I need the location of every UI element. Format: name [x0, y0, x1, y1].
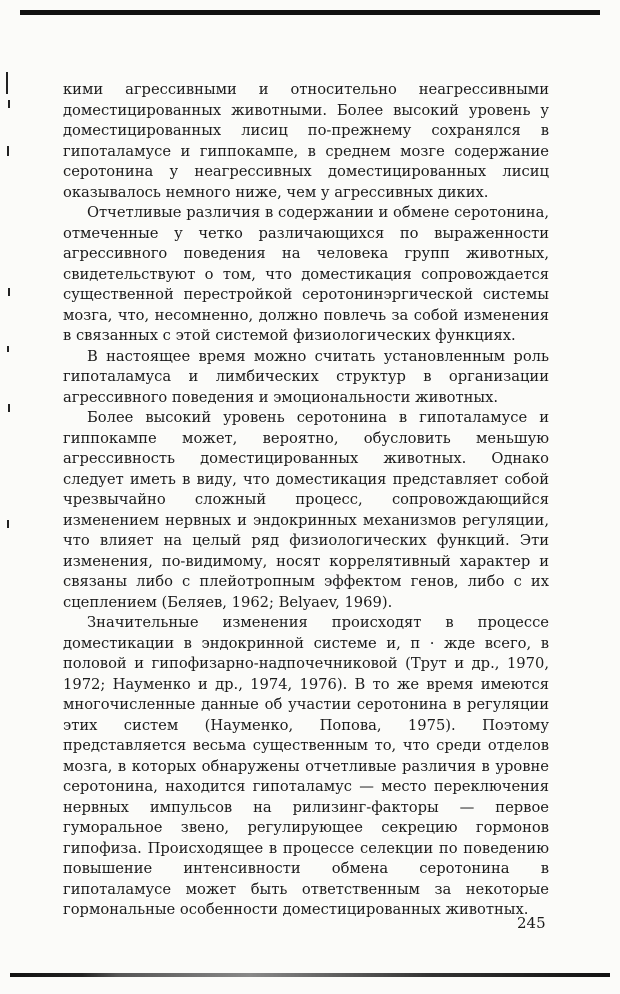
margin-mark	[8, 404, 10, 412]
body-text	[63, 80, 549, 921]
margin-mark	[6, 72, 8, 94]
margin-mark	[7, 146, 9, 156]
paragraph: Отчетливые различия в содержании и обмене серотонина, отмеченные у четко различающихся по выраженности агрессивного поведения на человека групп животных, свидетельствуют о том, что доместикация сопровождается существенной перестройкой серотонинэргической системы мозга, что, несомненно, должно повлечь за собой изменения в связанных с этой системой физиологических функциях.	[63, 204, 549, 344]
paragraph: Более высокий уровень серотонина в гипоталамусе и гиппокампе может, вероятно, обусловить меньшую агрессивность доместицированных животных. Однако следует иметь в виду, что доместикация представляет собой чрезвычайно сложный процесс, сопровождающийся изменением нервных и эндокринных механизмов регуляции, что влияет на целый ряд физиологических функций. Эти изменения, по-видимому, носят коррелятивный характер и связаны либо с плейотропным эффектом генов, либо с их сцеплением (Беляев, 1962; Belyaev, 1969).	[63, 409, 549, 611]
page-number: 245	[517, 914, 546, 932]
paragraph: В настоящее время можно считать установленным роль гипоталамуса и лимбических структур в организации агрессивного поведения и эмоциональности животных.	[63, 347, 549, 406]
paragraph: Значительные изменения происходят в процессе доместикации в эндокринной системе и, п · жде всего, в половой и гипофизарно-надпочечниковой (Трут и др., 1970, 1972; Науменко и др., 1974, 1976). В то же время имеются многочисленные данные об участии серотонина в регуляции этих систем (Науменко, Попова, 1975). Поэтому представляется весьма существенным то, что среди отделов мозга, в которых обнаружены отчетливые различия в уровне серотонина, находится гипоталамус — место переключения нервных импульсов на рилизинг-факторы — первое гуморальное звено, регулирующее секрецию гормонов гипофиза. Происходящее в процессе селекции по поведению повышение интенсивности обмена серотонина в гипоталамусе может быть ответственным за некоторые гормональные особенности доместицированных животных.	[63, 614, 549, 918]
margin-mark	[7, 346, 9, 352]
paragraph: кими агрессивными и относительно неагрессивными доместицированных животными. Более высокий уровень у доместицированных лисиц по-прежнему сохранялся в гипоталамусе и гиппокампе, в среднем мозге содержание серотонина у неагрессивных доместицированных лисиц оказывалось немного ниже, чем у агрессивных диких.	[63, 81, 549, 201]
margin-mark	[8, 288, 10, 296]
top-scan-edge	[20, 10, 600, 15]
bottom-scan-edge	[10, 973, 610, 977]
margin-mark	[8, 100, 10, 108]
margin-mark	[7, 520, 9, 528]
